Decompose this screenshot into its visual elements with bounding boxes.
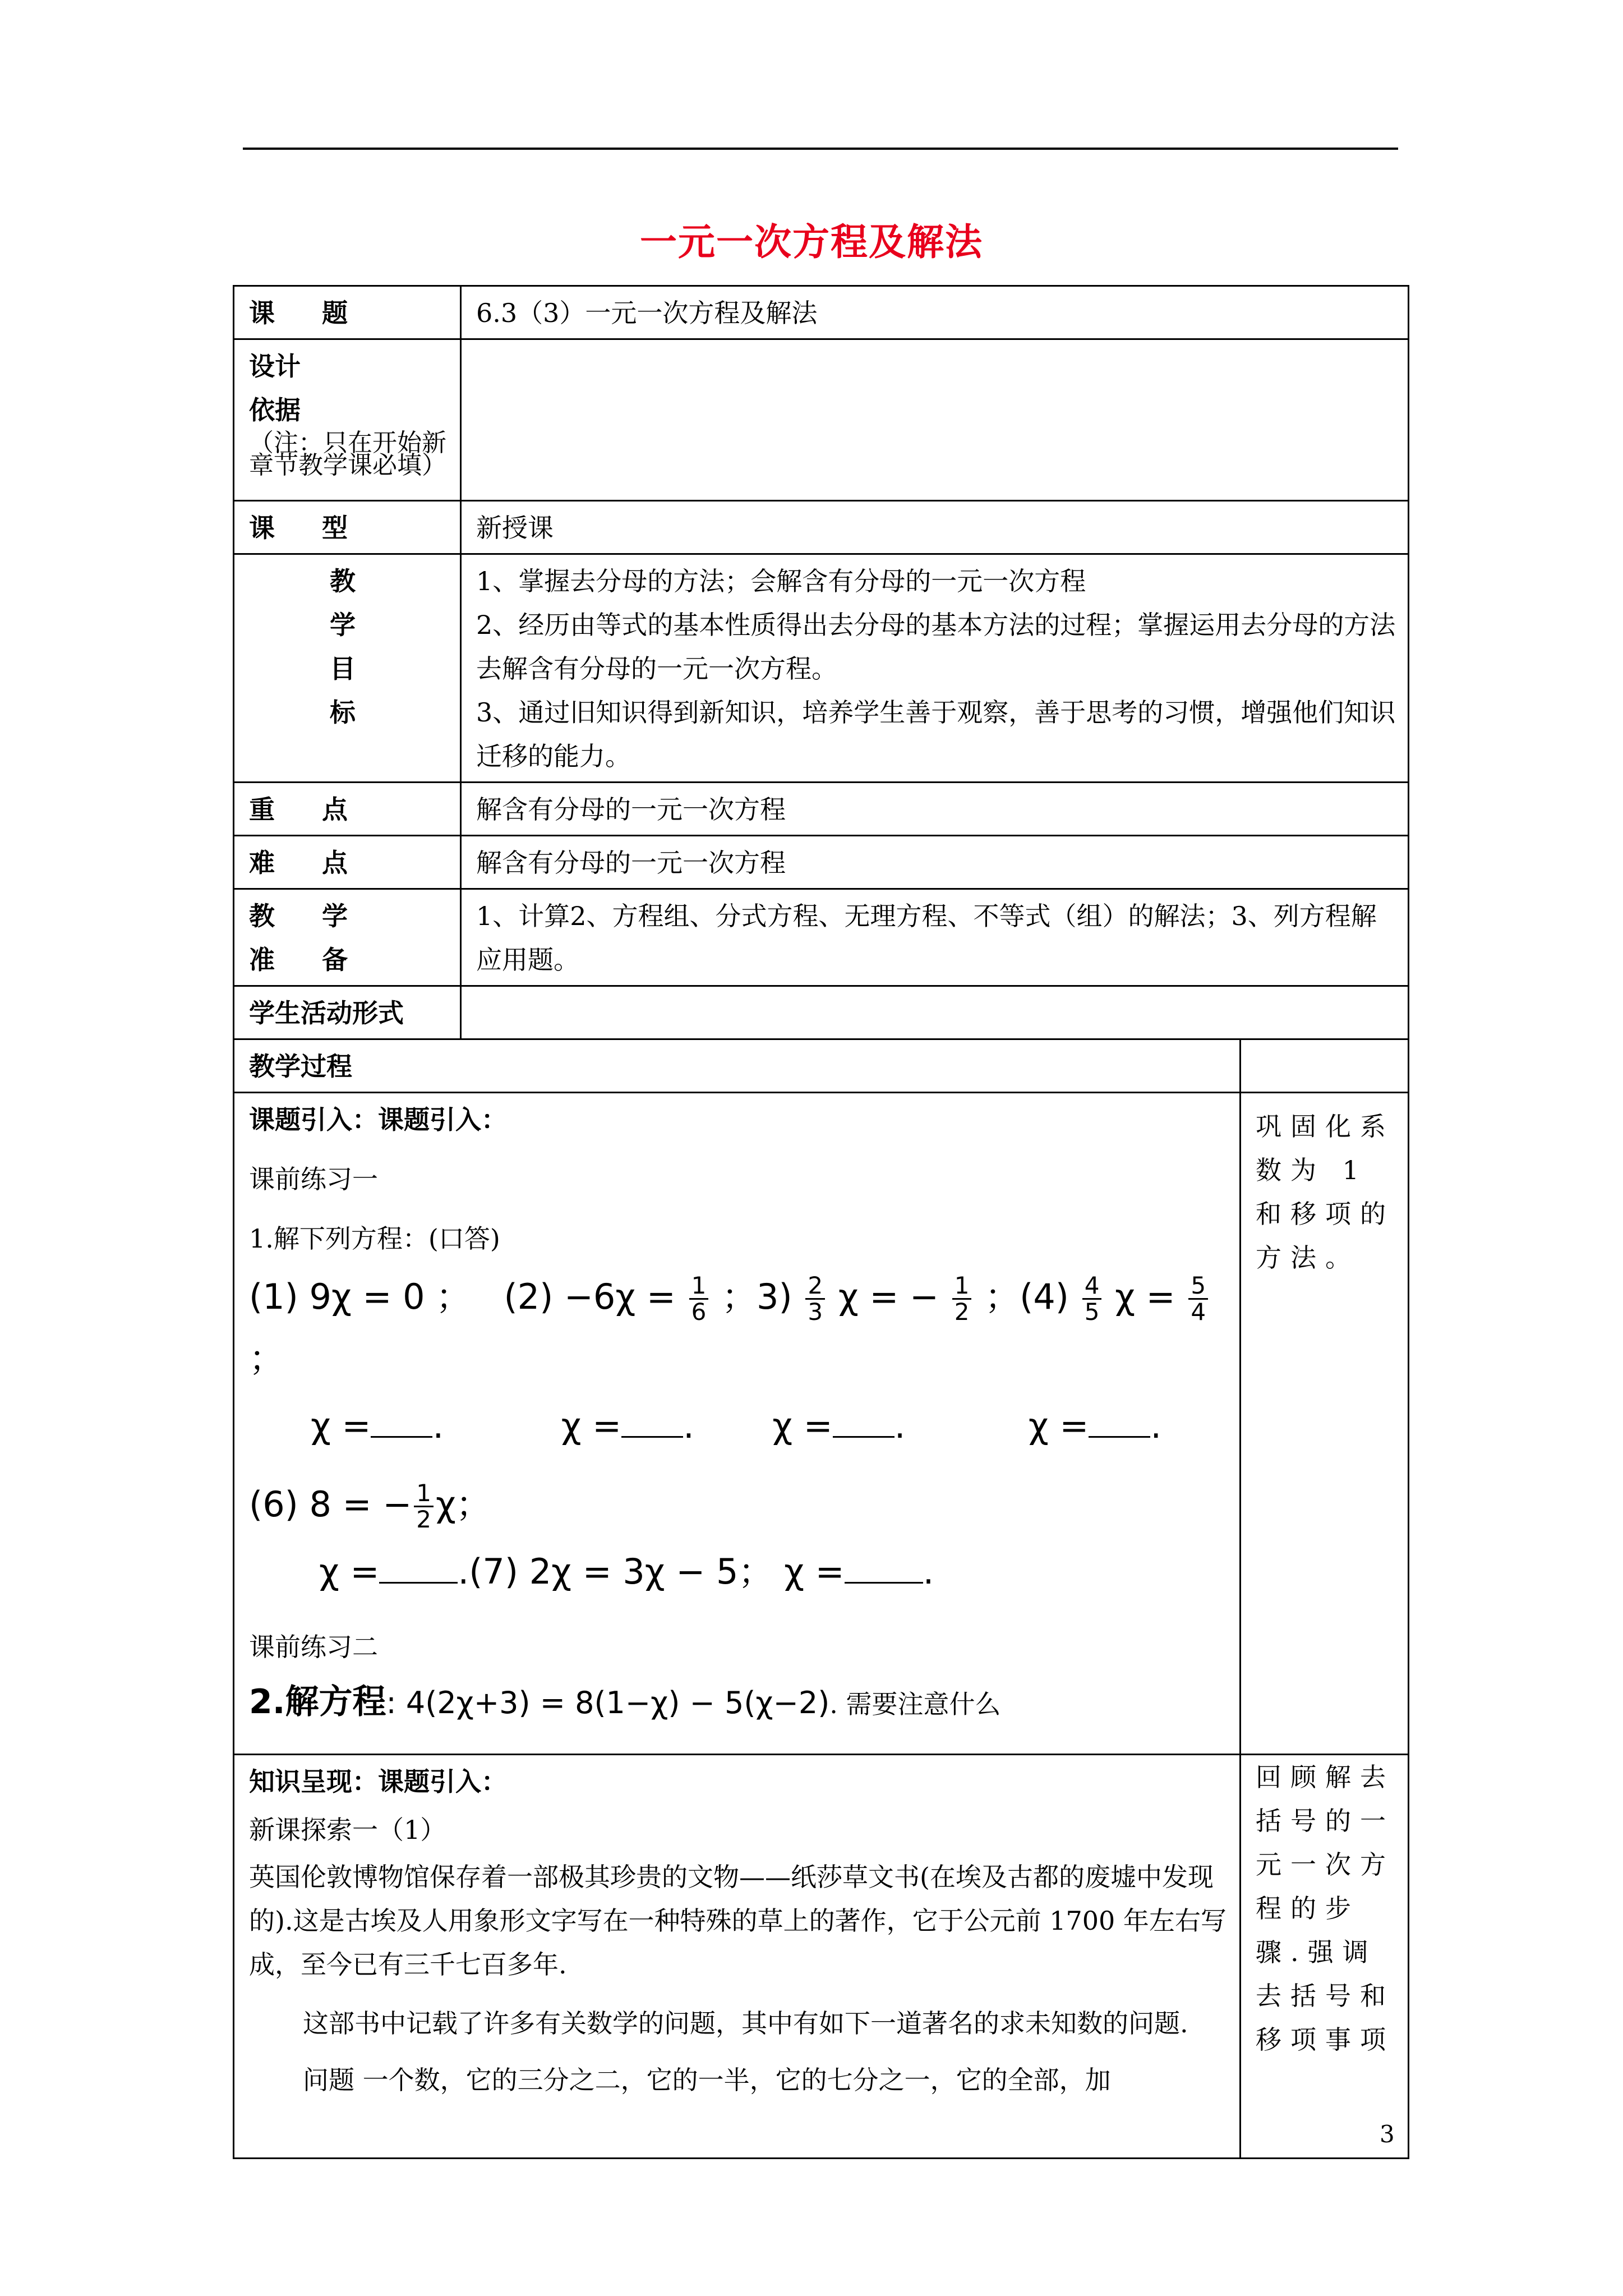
row-activity <box>234 986 1409 1039</box>
page-number: 3 <box>1380 2120 1395 2148</box>
lesson-plan-table <box>233 285 1409 2159</box>
knowledge-heading: 知识呈现：课题引入： <box>249 1766 507 1797</box>
key-label: 重 点 <box>234 783 461 836</box>
row-difficulty <box>234 836 1409 889</box>
type-value: 新授课 <box>461 501 1409 554</box>
difficulty-label: 难 点 <box>234 836 461 889</box>
answer-line-1: χ = . χ = . χ = . χ = . <box>311 1405 1162 1446</box>
goals-label-cell <box>234 554 461 783</box>
goal-char: 教 <box>330 566 356 596</box>
knowledge-paragraph-2: 这部书中记载了许多有关数学的问题，其中有如下一道著名的求未知数的问题. <box>303 2008 1188 2039</box>
activity-value <box>461 986 1409 1039</box>
design-label-cell <box>234 339 461 501</box>
knowledge-cell <box>234 1755 1241 2159</box>
explore-label: 新课探索一（1） <box>249 1815 446 1845</box>
design-label-2: 依据 <box>249 395 301 425</box>
knowledge-paragraph-3: 问题 一个数，它的三分之二，它的一半，它的七分之一，它的全部，加 <box>303 2065 1111 2095</box>
question2-equation: : 4(2χ+3) = 8(1−χ) − 5(χ−2) <box>386 1685 830 1720</box>
prep-value: 1、计算2、方程组、分式方程、无理方程、不等式（组）的解法；3、列方程解应用题。 <box>461 889 1409 986</box>
question2-suffix: . 需要注意什么 <box>829 1689 1001 1719</box>
answer-blank <box>371 1408 432 1438</box>
equation-6: (6) 8 = − $\frac{1}{2}$ χ； <box>249 1479 491 1534</box>
goal-item: 1、掌握去分母的方法；会解含有分母的一元一次方程 <box>476 566 1086 596</box>
difficulty-value: 解含有分母的一元一次方程 <box>461 836 1409 889</box>
fraction: $\frac{1}{2}$ <box>414 1481 434 1532</box>
row-key <box>234 783 1409 836</box>
process-label: 教学过程 <box>234 1039 1241 1093</box>
row-prep <box>234 889 1409 986</box>
design-label-1: 设计 <box>249 351 301 381</box>
answer-blank <box>1089 1408 1150 1438</box>
design-note: （注：只在开始新章节教学课必填） <box>249 429 446 480</box>
goal-item: 3、通过旧知识得到新知识，培养学生善于观察，善于思考的习惯，增强他们知识迁移的能力。 <box>476 697 1396 771</box>
design-value <box>461 339 1409 501</box>
question2-prefix: 2.解方程 <box>249 1682 386 1722</box>
prep-label-2: 准 备 <box>249 945 367 975</box>
fraction: $\frac{5}{4}$ <box>1188 1273 1208 1324</box>
key-value: 解含有分母的一元一次方程 <box>461 783 1409 836</box>
row-design <box>234 339 1409 501</box>
process-side <box>1241 1039 1409 1093</box>
equation-7: χ = .(7) 2χ = 3χ − 5； χ = . <box>319 1551 934 1592</box>
activity-label: 学生活动形式 <box>234 986 461 1039</box>
row-type <box>234 501 1409 554</box>
intro-heading: 课题引入：课题引入： <box>249 1105 507 1135</box>
equation-line-1: (1) 9χ = 0 ； (2) −6χ = $\frac{1}{6}$ ；3) $\frac{2}{3}$ χ = − $\frac{1}{2}$ ；(4) $\frac{4}{5}$ χ = $\frac{5}{4}$ ； <box>249 1266 1229 1389</box>
answer-blank <box>621 1408 683 1438</box>
knowledge-paragraph-1: 英国伦敦博物馆保存着一部极其珍贵的文物——纸莎草文书(在埃及古都的废墟中发现的).这是古埃及人用象形文字写在一种特殊的草上的著作，它于公元前 1700 年左右写成，至今已有三千七百多年. <box>249 1862 1227 1980</box>
fraction: $\frac{4}{5}$ <box>1082 1273 1102 1324</box>
intro-side-note: 巩固化系数为 1 和移项的方法。 <box>1241 1093 1409 1755</box>
topic-label: 课 题 <box>234 286 461 339</box>
answer-blank <box>845 1554 923 1584</box>
type-label: 课 型 <box>234 501 461 554</box>
prep-label-cell <box>234 889 461 986</box>
row-goals <box>234 554 1409 783</box>
fraction: $\frac{1}{2}$ <box>952 1273 972 1324</box>
answer-blank <box>379 1554 458 1584</box>
intro-cell <box>234 1093 1241 1755</box>
question1: 1.解下列方程：(口答) <box>249 1223 500 1254</box>
goal-char: 学 <box>330 610 356 640</box>
topic-value: 6.3（3）一元一次方程及解法 <box>461 286 1409 339</box>
goals-cell <box>461 554 1409 783</box>
goal-char: 目 <box>330 654 356 684</box>
goal-char: 标 <box>330 697 356 728</box>
question2 <box>249 1680 1229 1726</box>
practice2-label: 课前练习二 <box>249 1632 378 1662</box>
row-process <box>234 1039 1409 1093</box>
header-rule <box>243 148 1398 150</box>
practice1-label: 课前练习一 <box>249 1164 378 1194</box>
prep-label-1: 教 学 <box>249 901 367 931</box>
row-intro <box>234 1093 1409 1755</box>
fraction: $\frac{1}{6}$ <box>689 1273 709 1324</box>
goal-item: 2、经历由等式的基本性质得出去分母的基本方法的过程；掌握运用去分母的方法去解含有分母的一元一次方程。 <box>476 610 1396 684</box>
page-title: 一元一次方程及解法 <box>640 220 983 264</box>
row-topic <box>234 286 1409 339</box>
answer-blank <box>833 1408 895 1438</box>
fraction: $\frac{2}{3}$ <box>805 1273 825 1324</box>
row-knowledge <box>234 1755 1409 2159</box>
knowledge-side-note: 回顾解去括号的一元一次方程的步骤.强调去括号和移项事项 <box>1241 1755 1409 2159</box>
